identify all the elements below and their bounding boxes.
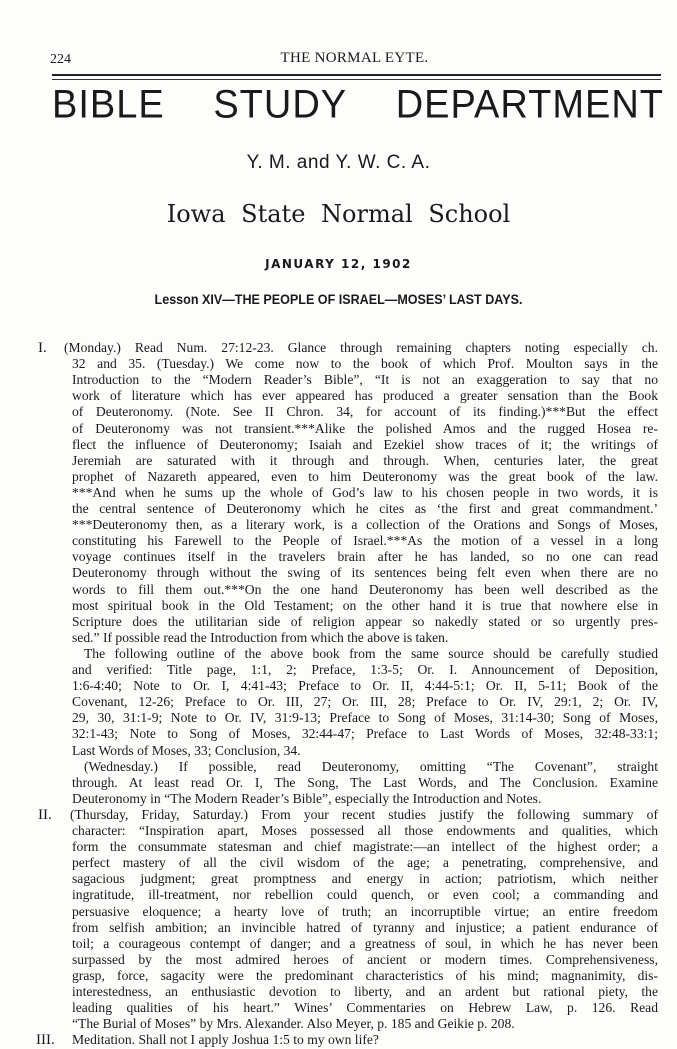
text-line: sed.” If possible read the Introduction from which the above is taken. bbox=[72, 629, 449, 645]
text-line: ***And when he sums up the whole of God’s law to his chosen people in two words, it is bbox=[72, 484, 658, 500]
text-line: 29, 30, 31:1-9; Note to Or. IV, 31:9-13; Preface to Song of Moses, 31:14-30; Song of Moses, bbox=[72, 710, 658, 726]
text-line: ***Deuteronomy then, as a literary work, is a collection of the Orations and Songs of Moses, bbox=[72, 517, 658, 533]
text-line: perfect mastery of all the civil wisdom of the age; a penetrating, comprehensive, and bbox=[72, 855, 658, 871]
text-line: 32:1-43; Note to Song of Moses, 32:44-47; Preface to Last Words of Moses, 32:48-33:1; bbox=[72, 726, 658, 742]
text-line: Deuteronomy in “The Modern Reader’s Bible”, especially the Introduction and Notes. bbox=[72, 790, 542, 806]
section-numeral: I. bbox=[38, 340, 47, 356]
text-line: of Deuteronomy was not transient.***Alike the polished Amos and the rugged Hosea re- bbox=[72, 420, 658, 436]
text-line: (Wednesday.) If possible, read Deuteronomy, omitting “The Covenant”, straight bbox=[84, 758, 658, 774]
text-line: (Thursday, Friday, Saturday.) From your recent studies justify the following summary of bbox=[70, 806, 658, 822]
text-line: Scripture does the utilitarian side of religion appear so nakedly stated or so urgently pres- bbox=[72, 613, 658, 629]
page-number: 224 bbox=[50, 52, 71, 67]
text-line: grasp, force, sagacity were the predominant characteristics of his mind; magnanimity, dis- bbox=[72, 967, 658, 983]
text-line: ingratitude, ill-treatment, nor rebellion could quench, or even cool; a commanding and bbox=[72, 887, 658, 903]
text-line: Covenant, 12-26; Preface to Or. III, 27; Or. III, 28; Preface to Or. IV, 29:1, 2; Or. IV, bbox=[72, 694, 658, 710]
text-line: leading qualities of his heart.” Wines’ Commentaries on Hebrew Law, p. 126. Read bbox=[72, 1000, 658, 1016]
title-word: DEPARTMENT bbox=[395, 82, 664, 128]
section-numeral: II. bbox=[38, 806, 52, 823]
text-line: flect the influence of Deuteronomy; Isaiah and Ezekiel show traces of it; the writings of bbox=[72, 436, 658, 452]
text-line: The following outline of the above book from the same source should be carefully studied bbox=[84, 645, 658, 661]
text-line: the central sentence of Deuteronomy which he cites as ‘the first and great commandment.’ bbox=[72, 501, 658, 516]
title-word: BIBLE bbox=[52, 82, 165, 128]
text-line: sagacious judgment; great promptness and energy in action; patriotism, which neither bbox=[72, 871, 658, 887]
organization: Y. M. and Y. W. C. A. bbox=[246, 152, 431, 173]
text-line: Introduction to the “Modern Reader’s Bible”, “It is not an exaggeration to say that no bbox=[72, 372, 658, 388]
text-line: 1:6-4:40; Note to Or. I, 4:41-43; Preface to Or. II, 4:44-5:1; Or. II, 5-11; Book of the bbox=[72, 678, 658, 694]
text-line: interestedness, an enthusiastic devotion to liberty, and an ardent but rational piety, the bbox=[72, 984, 658, 999]
text-line: (Monday.) Read Num. 27:12-23. Glance through remaining chapters noting especially ch. bbox=[64, 340, 658, 355]
text-line: of Deuteronomy. (Note. See II Chron. 34, for account of its finding.)***But the effect bbox=[72, 404, 658, 420]
title-word: STUDY bbox=[213, 82, 348, 128]
text-line: words to fill them out.***On the one hand Deuteronomy has been well described as the bbox=[72, 581, 658, 597]
text-line: Last Words of Moses, 33; Conclusion, 34. bbox=[72, 742, 301, 758]
text-line: work of literature which has ever appeared has produced a greater sensation than the Book bbox=[72, 388, 658, 404]
text-line: voyage continues itself in the travelers brain after he has landed, so no one can read bbox=[72, 549, 658, 565]
header-rule-thin bbox=[52, 79, 661, 80]
text-line: and verified: Title page, 1:1, 2; Preface, 1:3-5; Or. I. Announcement of Deposition, bbox=[72, 662, 658, 677]
text-line: form the consummate statesman and chief magistrate:—an intellect of the highest order; a bbox=[72, 839, 658, 855]
text-line: prophet of Nazareth appeared, even to him Deuteronomy was the great book of the law. bbox=[72, 468, 658, 484]
header-rule-thick bbox=[52, 74, 661, 76]
text-line: Jeremiah are saturated with it through and through. When, centuries later, the great bbox=[72, 452, 658, 468]
text-line: Meditation. Shall not I apply Joshua 1:5 to my own life? bbox=[72, 1032, 379, 1048]
lesson-title: Lesson XIV—THE PEOPLE OF ISRAEL—MOSES’ LAST DAYS. bbox=[154, 292, 523, 307]
lesson-date: JANUARY 12, 1902 bbox=[265, 257, 412, 271]
text-line: toil; a courageous contempt of danger; and a greatness of soul, in which he has never been bbox=[72, 935, 658, 951]
running-head bbox=[50, 50, 659, 70]
text-line: 32 and 35. (Tuesday.) We come now to the book of which Prof. Moulton says in the bbox=[72, 356, 658, 372]
text-line: from selfish ambition; an invincible hatred of tyranny and injustice; a patient endurance of bbox=[72, 919, 658, 935]
text-line: most spiritual book in the Old Testament; on the other hand it is true that nowhere else in bbox=[72, 597, 658, 613]
text-line: constituting his Farewell to the People of Israel.***As the motion of a vessel in a long bbox=[72, 533, 658, 549]
text-line: persuasive eloquence; a hearty love of truth; an incorruptible virtue; an entire freedom bbox=[72, 903, 658, 919]
text-line: “The Burial of Moses” by Mrs. Alexander. Also Meyer, p. 185 and Geikie p. 208. bbox=[72, 1016, 515, 1032]
journal-title: THE NORMAL EYTE. bbox=[280, 50, 429, 66]
department-title bbox=[52, 83, 664, 128]
text-line: Deuteronomy through without the swing of its sentences being felt even when there are no bbox=[72, 565, 658, 581]
text-line: surpassed by the most admired heroes of ancient or modern times. Comprehensiveness, bbox=[72, 951, 658, 967]
text-line: through. At least read Or. I, The Song, The Last Words, and The Conclusion. Examine bbox=[72, 774, 658, 790]
text-line: character: “Inspiration apart, Moses possessed all those endowments and qualities, which bbox=[72, 823, 658, 838]
section-numeral: III. bbox=[36, 1032, 55, 1049]
school-name: Iowa State Normal School bbox=[166, 200, 511, 228]
